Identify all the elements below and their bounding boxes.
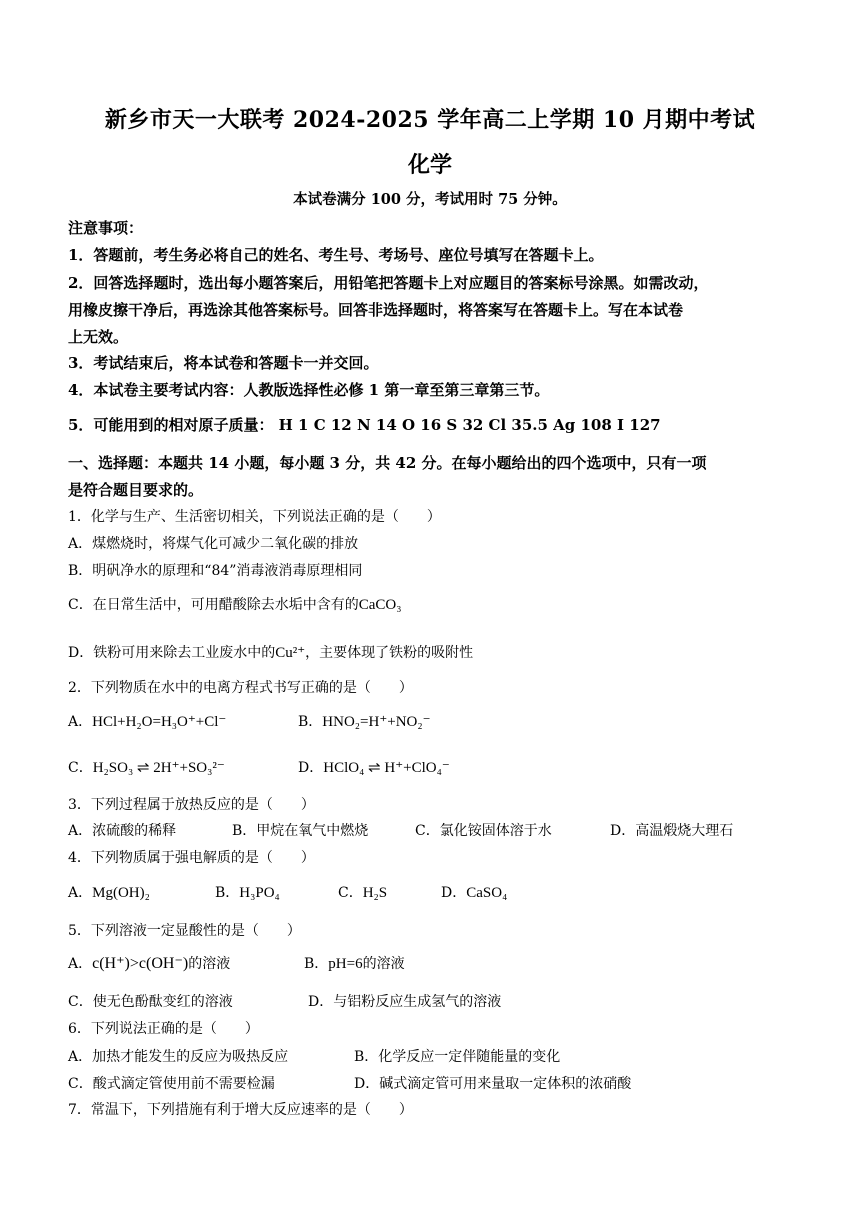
formula: HCl+H₂O=H₃O⁺+Cl⁻ xyxy=(92,714,227,730)
formula: H₃PO₄ xyxy=(239,885,280,901)
question-1-option-d xyxy=(68,642,473,662)
option-text: 的溶液 xyxy=(188,956,231,972)
formula: H₂S xyxy=(362,885,388,901)
option-label: C． xyxy=(68,760,93,776)
question-6-stem: 6．下列说法正确的是（ ） xyxy=(68,1021,259,1037)
question-1-stem: 1．化学与生产、生活密切相关，下列说法正确的是（ ） xyxy=(68,509,441,525)
question-2-option-d xyxy=(298,757,450,777)
notice-item: 4．本试卷主要考试内容：人教版选择性必修 1 第一章至第三章第三节。 xyxy=(68,381,550,399)
formula: CaSO₄ xyxy=(466,885,508,901)
option-label: D． xyxy=(441,885,467,901)
notice-item: 3．考试结束后，将本试卷和答题卡一并交回。 xyxy=(68,354,379,372)
notice-heading: 注意事项： xyxy=(68,219,144,237)
option-text: 的溶液 xyxy=(362,956,405,972)
option-label: B． xyxy=(304,956,329,972)
formula: H₂SO₃ ⇌ 2H⁺+SO₃²⁻ xyxy=(92,760,225,776)
question-3-option-c: C．氯化铵固体溶于水 xyxy=(415,823,552,839)
question-2-option-a xyxy=(68,711,226,731)
option-label: A． xyxy=(68,956,93,972)
question-4-option-b xyxy=(215,882,280,902)
formula: pH=6 xyxy=(328,956,363,972)
section-heading: 一、选择题：本题共 14 小题，每小题 3 分，共 42 分。在每小题给出的四个选项中，只有一项 xyxy=(68,454,707,472)
question-1-option-c xyxy=(68,594,401,614)
option-label: B． xyxy=(215,885,240,901)
question-4-stem: 4．下列物质属于强电解质的是（ ） xyxy=(68,850,315,866)
option-text: D．铁粉可用来除去工业废水中的 xyxy=(68,645,276,661)
formula: c(H⁺)>c(OH⁻) xyxy=(92,955,189,972)
question-4-option-a xyxy=(68,882,150,902)
formula: CaCO₃ xyxy=(358,597,402,613)
section-heading: 是符合题目要求的。 xyxy=(68,481,204,499)
question-5-option-d: D．与铝粉反应生成氢气的溶液 xyxy=(308,994,502,1010)
option-label: B． xyxy=(298,714,323,730)
notice-item: 5．可能用到的相对原子质量： H 1 C 12 N 14 O 16 S 32 Cl 35.5 Ag 108 I 127 xyxy=(68,416,661,434)
option-text: C．在日常生活中，可用醋酸除去水垢中含有的 xyxy=(68,597,359,613)
formula: HClO₄ ⇌ H⁺+ClO₄⁻ xyxy=(323,760,450,776)
formula: Cu²⁺ xyxy=(275,645,306,661)
question-3-option-a: A．浓硫酸的稀释 xyxy=(68,823,177,839)
question-7-stem: 7．常温下，下列措施有利于增大反应速率的是（ ） xyxy=(68,1102,413,1118)
question-2-option-b xyxy=(298,711,431,731)
option-label: D． xyxy=(298,760,324,776)
question-4-option-c xyxy=(338,882,387,902)
notice-item: 1．答题前，考生务必将自己的姓名、考生号、考场号、座位号填写在答题卡上。 xyxy=(68,246,604,264)
question-2-stem: 2．下列物质在水中的电离方程式书写正确的是（ ） xyxy=(68,680,413,696)
option-text: ，主要体现了铁粉的吸附性 xyxy=(305,645,474,661)
exam-title: 新乡市天一大联考 2024-2025 学年高二上学期 10 月期中考试 xyxy=(104,107,756,133)
exam-info: 本试卷满分 100 分，考试用时 75 分钟。 xyxy=(293,191,567,208)
option-label: C． xyxy=(338,885,363,901)
option-label: A． xyxy=(68,885,93,901)
question-4-option-d xyxy=(441,882,507,902)
question-6-option-d: D．碱式滴定管可用来量取一定体积的浓硝酸 xyxy=(354,1076,632,1092)
question-6-option-a: A．加热才能发生的反应为吸热反应 xyxy=(68,1049,289,1065)
question-1-option-b: B．明矾净水的原理和“84”消毒液消毒原理相同 xyxy=(68,563,363,579)
notice-item: 2．回答选择题时，选出每小题答案后，用铅笔把答题卡上对应题目的答案标号涂黑。如需改动， xyxy=(68,274,709,292)
notice-item: 上无效。 xyxy=(68,328,129,346)
question-2-option-c xyxy=(68,757,225,777)
subject-title: 化学 xyxy=(407,152,452,178)
question-3-stem: 3．下列过程属于放热反应的是（ ） xyxy=(68,797,315,813)
question-5-option-b xyxy=(304,953,405,973)
question-5-stem: 5．下列溶液一定显酸性的是（ ） xyxy=(68,923,301,939)
formula: HNO₂=H⁺+NO₂⁻ xyxy=(322,714,431,730)
question-5-option-a xyxy=(68,953,230,973)
question-3-option-d: D．高温煅烧大理石 xyxy=(610,823,734,839)
question-1-option-a: A．煤燃烧时，将煤气化可减少二氧化碳的排放 xyxy=(68,536,359,552)
notice-item: 用橡皮擦干净后，再选涂其他答案标号。回答非选择题时，将答案写在答题卡上。写在本试卷 xyxy=(68,301,684,319)
formula: Mg(OH)₂ xyxy=(92,885,150,901)
question-6-option-b: B．化学反应一定伴随能量的变化 xyxy=(354,1049,561,1065)
question-5-option-c: C．使无色酚酞变红的溶液 xyxy=(68,994,233,1010)
option-label: A． xyxy=(68,714,93,730)
question-3-option-b: B．甲烷在氧气中燃烧 xyxy=(232,823,369,839)
question-6-option-c: C．酸式滴定管使用前不需要检漏 xyxy=(68,1076,275,1092)
